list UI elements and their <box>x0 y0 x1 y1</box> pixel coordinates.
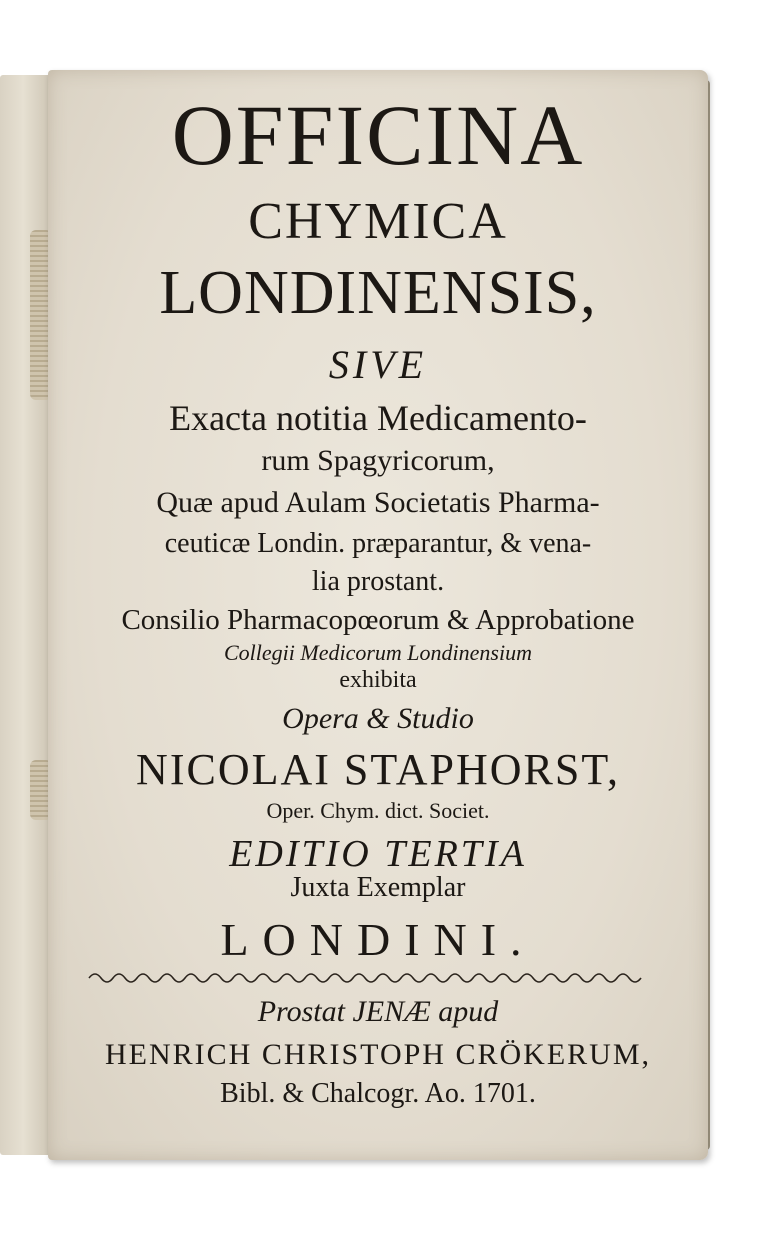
title-line-1: OFFICINA <box>171 87 585 183</box>
imprint-date: Bibl. & Chalcogr. Ao. 1701. <box>220 1078 536 1109</box>
place-line: LONDINI. <box>220 914 536 965</box>
opera-line: Opera & Studio <box>282 702 474 735</box>
subtitle-line-1: Exacta notitia Medicamento- <box>169 398 587 438</box>
consilio-line: Consilio Pharmacopœorum & Approbatione <box>121 604 635 636</box>
subtitle-line-2: rum Spagyricorum, <box>261 444 495 477</box>
author-role: Oper. Chym. dict. Societ. <box>266 798 490 823</box>
subtitle-line-5: lia prostant. <box>311 566 445 597</box>
subtitle-line-3: Quæ apud Aulam Societatis Pharma- <box>156 486 600 519</box>
subtitle-line-4: ceuticæ Londin. præparantur, & vena- <box>164 528 592 559</box>
collegii-line: Collegii Medicorum Londinensium <box>224 640 532 665</box>
publisher-name: HENRICH CHRISTOPH CRÖKERUM, <box>104 1038 651 1071</box>
imprint-line-1: Prostat JENÆ apud <box>257 995 499 1028</box>
exhibita-line: exhibita <box>339 667 417 693</box>
title-line-3: LONDINENSIS, <box>159 259 597 327</box>
ornament-rule <box>85 970 645 986</box>
exemplar-line: Juxta Exemplar <box>290 872 466 903</box>
author-name: NICOLAI STAPHORST, <box>136 745 620 794</box>
edition-line: EDITIO TERTIA <box>229 833 527 875</box>
title-line-4: SIVE <box>328 342 428 387</box>
title-line-2: CHYMICA <box>248 193 508 250</box>
